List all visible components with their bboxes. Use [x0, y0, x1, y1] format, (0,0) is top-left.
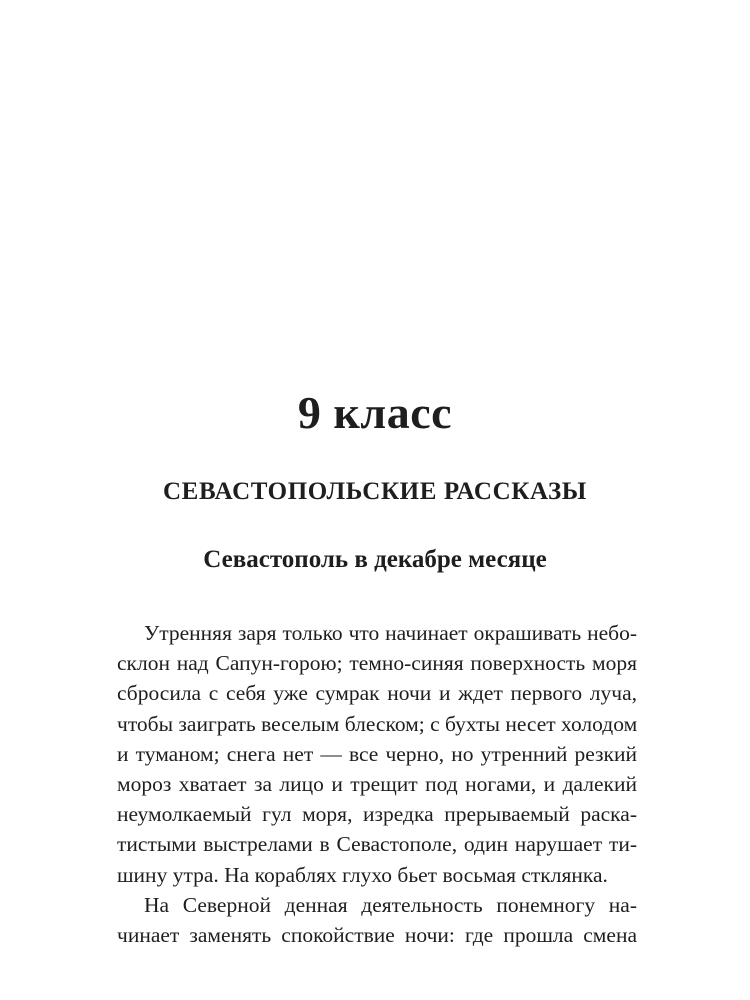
text-line: и туманом; снега нет — все черно, но утренний резкий [117, 741, 637, 766]
body-text [117, 618, 637, 950]
text-line: чинает заменять спокойствие ночи: где прошла смена [117, 922, 637, 947]
story-title: Севастополь в декабре месяце [203, 546, 547, 573]
work-title: СЕВАСТОПОЛЬСКИЕ РАССКАЗЫ [163, 478, 587, 505]
text-line: чтобы заиграть веселым блеском; с бухты несет холодом [117, 711, 638, 736]
text-line: мороз хватает за лицо и трещит под ногами, и далекий [117, 771, 637, 796]
text-line: тистыми выстрелами в Севастополе, один нарушает ти- [117, 832, 637, 857]
text-line: неумолкаемый гул моря, изредка прерываемый раска- [117, 802, 637, 827]
text-line: Утренняя заря только что начинает окрашивать небо- [144, 621, 637, 645]
grade-heading: 9 класс [297, 387, 453, 438]
text-line: сбросила с себя уже сумрак ночи и ждет первого луча, [117, 681, 637, 706]
text-line: На Северной денная деятельность понемногу на- [144, 892, 637, 917]
text-line: шину утра. На кораблях глухо бьет восьмая стклянка. [117, 862, 608, 887]
text-line: склон над Сапун-горою; темно-синяя поверхность моря [117, 651, 637, 676]
